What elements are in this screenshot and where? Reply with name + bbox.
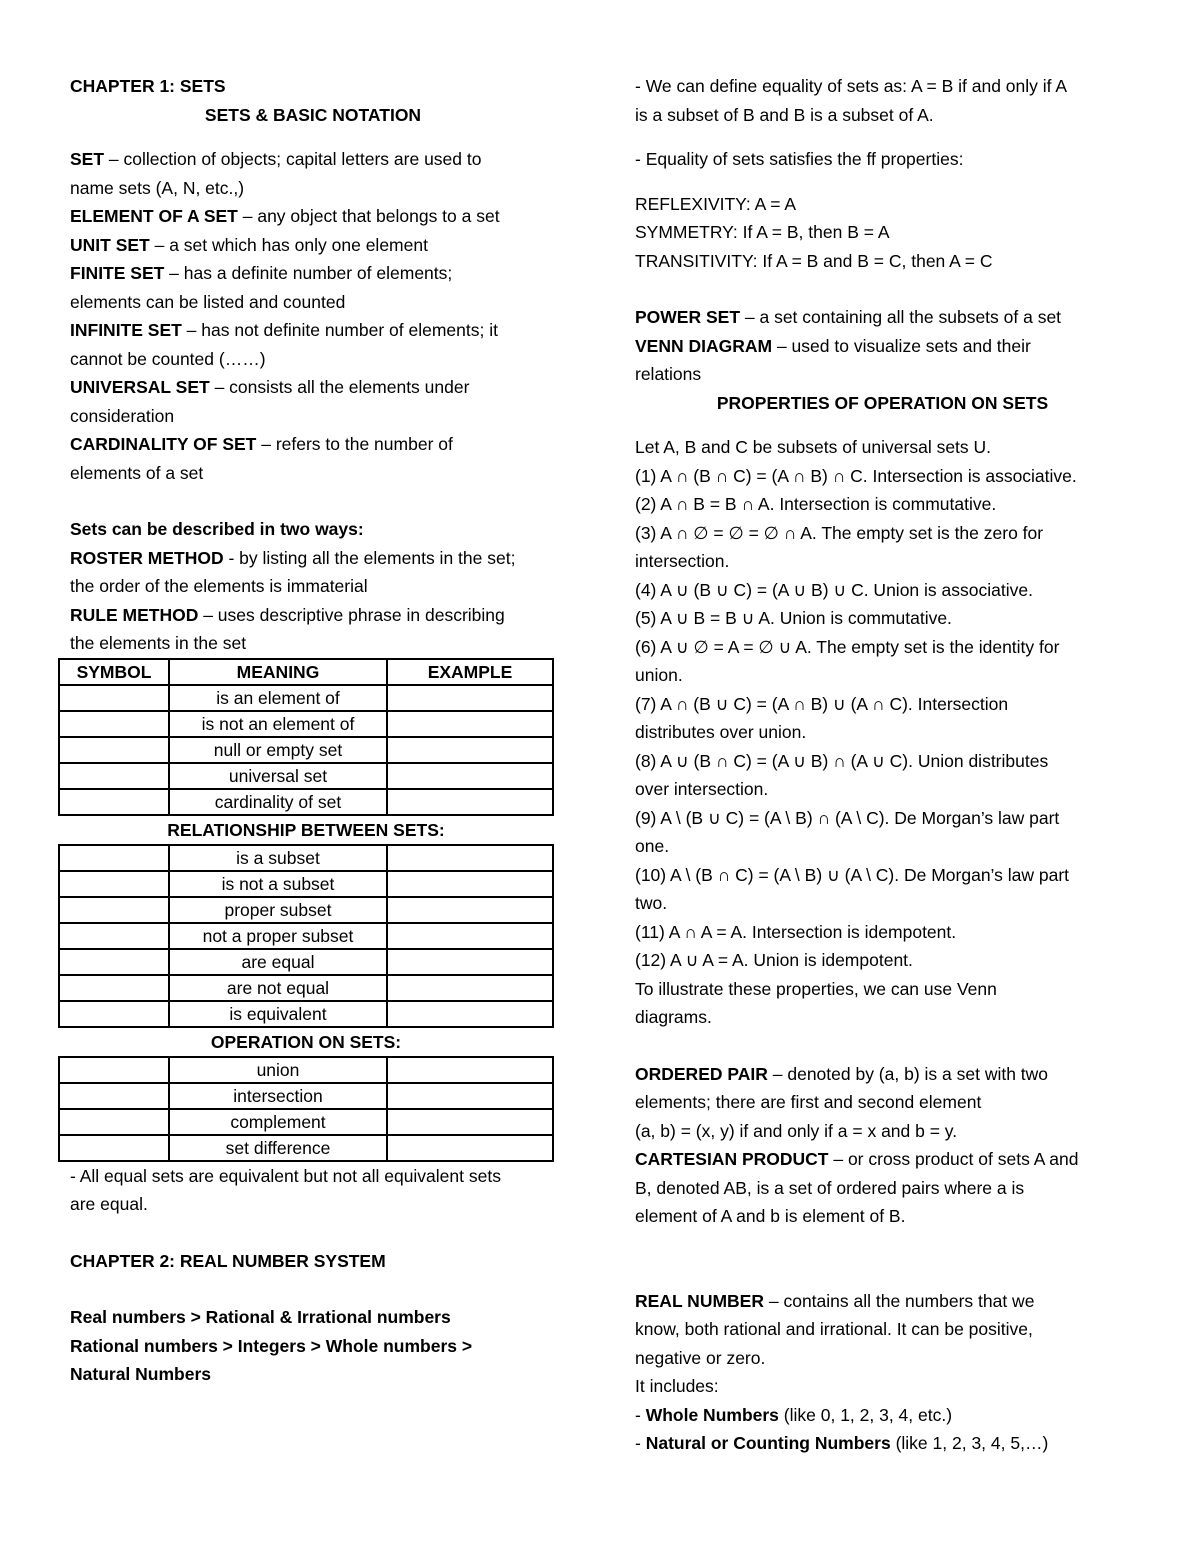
- left-column: [70, 72, 556, 1389]
- definition-universal-set: UNIVERSAL SET – consists all the elements under consideration: [70, 377, 470, 426]
- table-row: is an element of: [59, 685, 553, 711]
- table-row: is a subset: [59, 845, 553, 871]
- list-item: - Natural or Counting Numbers (like 1, 2, 3, 4, 5,…): [635, 1433, 1049, 1453]
- equality-properties: REFLEXIVITY: A = A SYMMETRY: If A = B, then B = A TRANSITIVITY: If A = B and B = C, then A = C: [635, 193, 993, 271]
- definition-set: SET – collection of objects; capital letters are used to name sets (A, N, etc.,): [70, 149, 482, 198]
- definition-cardinality: CARDINALITY OF SET – refers to the number of elements of a set: [70, 434, 453, 483]
- table-row: complement: [59, 1109, 553, 1135]
- chapter1-title: CHAPTER 1: SETS: [70, 76, 226, 96]
- right-column: [635, 72, 1130, 1458]
- equality-definition: - We can define equality of sets as: A = B if and only if A is a subset of B and B is a subset of A.: [635, 76, 1068, 125]
- table-header-row: SYMBOL MEANING EXAMPLE: [59, 659, 553, 685]
- table-row: union: [59, 1057, 553, 1083]
- table-row: not a proper subset: [59, 923, 553, 949]
- operation-table: [58, 1056, 554, 1162]
- table-row: is not an element of: [59, 711, 553, 737]
- definition-unit-set: UNIT SET – a set which has only one element: [70, 234, 428, 255]
- table-row: null or empty set: [59, 737, 553, 763]
- table-row: is not a subset: [59, 871, 553, 897]
- symbols-table: [58, 658, 554, 816]
- real-number-definition: REAL NUMBER – contains all the numbers that we know, both rational and irrational. It can be positive, negative or zero.: [635, 1290, 1035, 1368]
- table-row: intersection: [59, 1083, 553, 1109]
- chapter1-subtitle: SETS & BASIC NOTATION: [204, 104, 422, 125]
- table-row: are not equal: [59, 975, 553, 1001]
- properties-heading: PROPERTIES OF OPERATION ON SETS: [716, 392, 1049, 413]
- equality-properties-line: - Equality of sets satisfies the ff properties:: [635, 149, 964, 169]
- list-item: - Whole Numbers (like 0, 1, 2, 3, 4, etc.): [635, 1404, 953, 1425]
- roster-method: ROSTER METHOD - by listing all the elements in the set; the order of the elements is immaterial: [70, 547, 516, 596]
- number-hierarchy: Real numbers > Rational & Irrational numbers Rational numbers > Integers > Whole numbers > Natural Numbers: [70, 1307, 473, 1384]
- relationship-caption: RELATIONSHIP BETWEEN SETS:: [167, 819, 445, 840]
- definition-element: ELEMENT OF A SET – any object that belongs to a set: [70, 206, 500, 226]
- rule-method: RULE METHOD – uses descriptive phrase in describing the elements in the set: [70, 604, 505, 653]
- relationship-table: [58, 844, 554, 1028]
- table-row: cardinality of set: [59, 789, 553, 815]
- chapter2-title: CHAPTER 2: REAL NUMBER SYSTEM: [70, 1250, 386, 1271]
- ordered-pair-definition: ORDERED PAIR – denoted by (a, b) is a set with two elements; there are first and second element (a, b) = (x, y) if and only if a = x and b = y.: [635, 1063, 1049, 1141]
- power-set-definition: POWER SET – a set containing all the subsets of a set: [635, 307, 1062, 327]
- operation-caption: OPERATION ON SETS:: [210, 1031, 402, 1052]
- definition-infinite-set: INFINITE SET – has not definite number of elements; it cannot be counted (……): [70, 320, 498, 369]
- includes-line: It includes:: [635, 1376, 719, 1396]
- ways-heading: Sets can be described in two ways:: [70, 519, 364, 539]
- table-row: is equivalent: [59, 1001, 553, 1027]
- table-row: universal set: [59, 763, 553, 789]
- table-row: are equal: [59, 949, 553, 975]
- properties-list: Let A, B and C be subsets of universal sets U. (1) A ∩ (B ∩ C) = (A ∩ B) ∩ C. Intersection is associative. (2) A ∩ B = B ∩ A. Intersection is commutative. (3) A ∩ ∅ = ∅ = ∅ ∩ A. The empty set is the zero for intersection. (4) A ∪ (B ∪ C) = (A ∪ B) ∪ C. Union is associative. (5) A ∪ B = B ∪ A. Union is commutative. (6) A ∪ ∅ = A = ∅ ∪ A. The empty set is the identity for union. (7) A ∩ (B ∪ C) = (A ∩ B) ∪ (A ∩ C). Intersection distributes over union. (8) A ∪ (B ∩ C) = (A ∪ B) ∩ (A ∪ C). Union distributes over intersection. (9) A \ (B ∪ C) = (A \ B) ∩ (A \ C). De Morgan’s law part one. (10) A \ (B ∩ C) = (A \ B) ∪ (A \ C). De Morgan’s law part two. (11) A ∩ A = A. Intersection is idempotent. (12) A ∪ A = A. Union is idempotent. To illustrate these properties, we can use Venn diagrams.: [635, 437, 1077, 1027]
- venn-diagram-definition: VENN DIAGRAM – used to visualize sets and their relations: [635, 335, 1031, 384]
- includes-list: [635, 1401, 1130, 1458]
- cartesian-product-definition: CARTESIAN PRODUCT – or cross product of sets A and B, denoted AB, is a set of ordered pairs where a is element of A and b is element of B.: [635, 1149, 1079, 1226]
- table-row: set difference: [59, 1135, 553, 1161]
- table-row: proper subset: [59, 897, 553, 923]
- equivalence-note: - All equal sets are equivalent but not all equivalent sets are equal.: [70, 1165, 501, 1214]
- definition-finite-set: FINITE SET – has a definite number of elements; elements can be listed and counted: [70, 263, 453, 312]
